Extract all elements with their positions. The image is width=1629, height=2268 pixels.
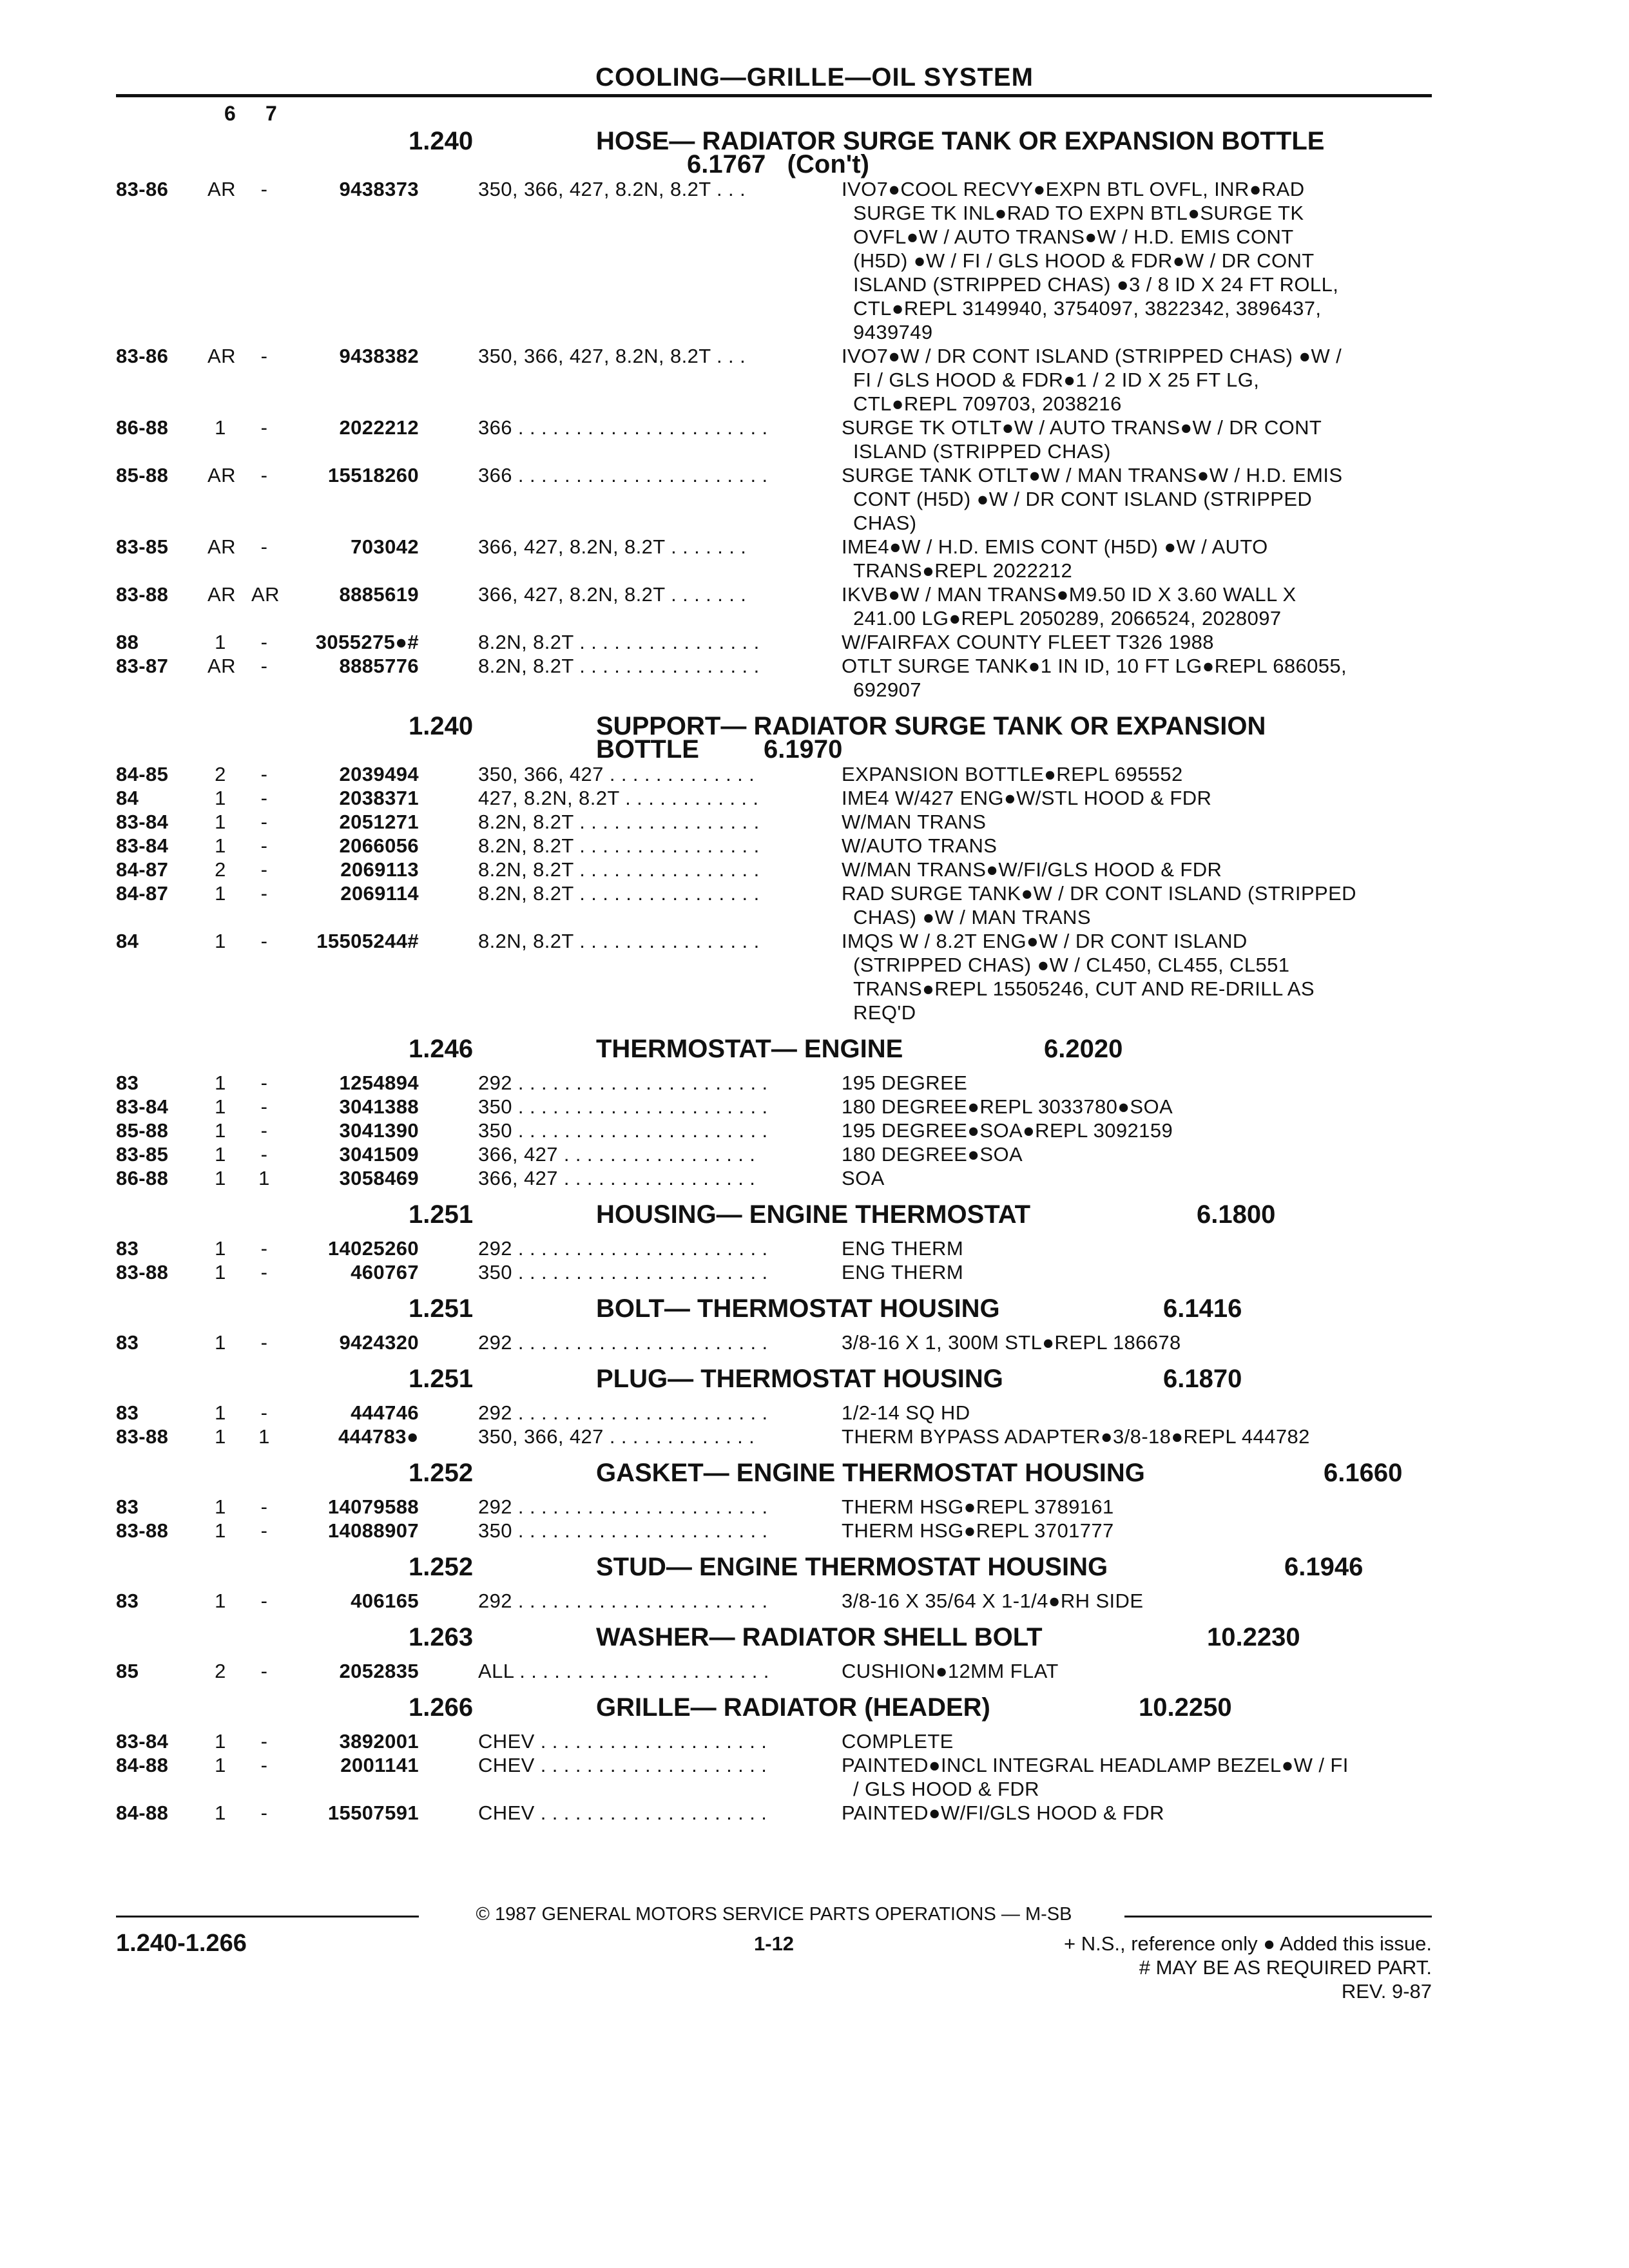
section-number: 1.266 [409,1693,474,1722]
section-number: 1.251 [409,1294,474,1323]
qty-col-6: 1 [215,1590,226,1612]
application: 292 . . . . . . . . . . . . . . . . . . . . . . [478,1237,768,1260]
qty-col-6: 1 [215,811,226,833]
model-year: 84-88 [116,1802,169,1824]
table-row [0,810,1629,834]
section-code: 6.1416 [1163,1294,1242,1323]
description: IME4 W/427 ENG●W/STL HOOD & FDR [842,787,1212,809]
table-row [0,1260,1629,1284]
model-year: 83-84 [116,834,169,857]
section-title: PLUG— THERMOSTAT HOUSING [596,1365,1003,1393]
section-range: 1.240-1.266 [116,1930,247,1957]
table-row [0,416,1629,463]
section-number: 1.251 [409,1365,474,1393]
table-row [0,463,1629,535]
model-year: 83-84 [116,1730,169,1753]
description: ENG THERM [842,1237,964,1260]
part-number: 2069114 [340,882,419,905]
part-number: 2038371 [339,787,419,809]
description: CUSHION●12MM FLAT [842,1660,1059,1682]
qty-col-6: 1 [215,416,226,439]
description: W/FAIRFAX COUNTY FLEET T326 1988 [842,631,1214,653]
table-row [0,1659,1629,1683]
parts-listing [0,126,1629,1834]
description: W/MAN TRANS [842,811,987,833]
model-year: 83-85 [116,535,169,558]
description: PAINTED●W/FI/GLS HOOD & FDR [842,1802,1164,1824]
section-number: 1.252 [409,1459,474,1487]
section-code: 6.1946 [1284,1553,1364,1581]
qty-col-6: 1 [215,1495,226,1518]
model-year: 83-88 [116,1425,169,1448]
model-year: 88 [116,631,139,653]
qty-col-6: 1 [215,1119,226,1142]
model-year: 84 [116,930,139,952]
part-number: 2051271 [339,811,419,833]
table-row [0,344,1629,416]
part-number: 703042 [351,535,419,558]
qty-col-7: AR [251,583,280,606]
section-title: STUD— ENGINE THERMOSTAT HOUSING [596,1553,1108,1581]
qty-col-7: - [260,1730,268,1753]
part-number: 14088907 [327,1519,419,1542]
qty-col-6: 2 [215,1660,226,1682]
qty-col-6: 2 [215,763,226,785]
part-number: 2039494 [339,763,419,785]
qty-col-7: - [260,1519,268,1542]
application: 350, 366, 427 . . . . . . . . . . . . . [478,763,755,785]
part-number: 9438382 [339,345,419,367]
part-number: 406165 [351,1590,419,1612]
qty-col-6: 1 [215,882,226,905]
qty-col-7: - [260,631,268,653]
qty-col-6: 1 [215,1331,226,1354]
description: 1/2-14 SQ HD [842,1401,970,1424]
part-number: 14079588 [327,1495,419,1518]
table-row [0,834,1629,858]
part-number: 2066056 [339,834,419,857]
qty-col-7: - [260,1401,268,1424]
qty-col-7: - [260,763,268,785]
qty-col-6: 1 [215,787,226,809]
model-year: 83-84 [116,1095,169,1118]
table-row [0,1519,1629,1542]
part-number: 3058469 [339,1167,419,1189]
qty-col-7: - [260,416,268,439]
description: W/AUTO TRANS [842,834,998,857]
description: 3/8-16 X 35/64 X 1-1/4●RH SIDE [842,1590,1144,1612]
table-row [0,1495,1629,1519]
column-header-6: 6 [224,102,236,125]
description: OTLT SURGE TANK●1 IN ID, 10 FT LG●REPL 686055, 692907 [842,655,1347,701]
section-number: 1.251 [409,1200,474,1229]
qty-col-6: AR [207,535,236,558]
description: THERM HSG●REPL 3789161 [842,1495,1114,1518]
model-year: 83 [116,1237,139,1260]
qty-col-6: 1 [215,1401,226,1424]
description: IVO7●COOL RECVY●EXPN BTL OVFL, INR●RAD SURGE TK INL●RAD TO EXPN BTL●SURGE TK OVFL●W / AUTO TRANS●W / H.D. EMIS CONT (H5D) ●W / FI / GLS HOOD & FDR●W / DR CONT ISLAND (STRIPPED CHAS) ●3 / 8 ID X 24 FT ROLL, CTL●REPL 3149940, 3754097, 3822342, 3896437, 9439749 [842,178,1339,343]
qty-col-6: AR [207,464,236,486]
section-title-continued: BOTTLE 6.1970 [596,735,843,764]
table-row [0,1095,1629,1119]
description: RAD SURGE TANK●W / DR CONT ISLAND (STRIPPED CHAS) ●W / MAN TRANS [842,882,1356,928]
table-row [0,1589,1629,1613]
description: SOA [842,1167,885,1189]
model-year: 83-88 [116,1261,169,1283]
application: ALL . . . . . . . . . . . . . . . . . . . . . . [478,1660,769,1682]
model-year: 83 [116,1590,139,1612]
qty-col-7: - [260,464,268,486]
qty-col-6: 1 [215,1519,226,1542]
qty-col-7: - [260,1495,268,1518]
description: COMPLETE [842,1730,954,1753]
table-row [0,582,1629,630]
part-number: 3041388 [339,1095,419,1118]
qty-col-7: - [260,1590,268,1612]
qty-col-7: - [260,655,268,677]
section-title: HOSE— RADIATOR SURGE TANK OR EXPANSION BOTTLE [596,127,1325,155]
description: 180 DEGREE●SOA [842,1143,1023,1166]
model-year: 83 [116,1331,139,1354]
application: 350, 366, 427 . . . . . . . . . . . . . [478,1425,755,1448]
section-title: BOLT— THERMOSTAT HOUSING [596,1294,1000,1323]
description: IKVB●W / MAN TRANS●M9.50 ID X 3.60 WALL X 241.00 LG●REPL 2050289, 2066524, 2028097 [842,583,1296,629]
part-number: 14025260 [327,1237,419,1260]
model-year: 85-88 [116,1119,169,1142]
table-row [0,786,1629,810]
application: 350 . . . . . . . . . . . . . . . . . . . . . . [478,1119,768,1142]
qty-col-6: 1 [215,631,226,653]
qty-col-6: 1 [215,1143,226,1166]
part-number: 3055275●# [315,631,419,653]
qty-col-7: - [260,858,268,881]
section-code: 6.1870 [1163,1365,1242,1393]
model-year: 83-88 [116,1519,169,1542]
table-row [0,1119,1629,1142]
model-year: 83-87 [116,655,169,677]
model-year: 86-88 [116,1167,169,1189]
application: 350 . . . . . . . . . . . . . . . . . . . . . . [478,1095,768,1118]
table-row [0,1801,1629,1825]
section-code: 6.1660 [1324,1459,1403,1487]
application: CHEV . . . . . . . . . . . . . . . . . . . . [478,1802,767,1824]
application: 8.2N, 8.2T . . . . . . . . . . . . . . . . [478,858,760,881]
qty-col-6: AR [207,345,236,367]
section-number: 1.240 [409,712,474,740]
qty-col-6: 1 [215,1754,226,1776]
application: 292 . . . . . . . . . . . . . . . . . . . . . . [478,1495,768,1518]
section-title: SUPPORT— RADIATOR SURGE TANK OR EXPANSION [596,712,1266,740]
table-row [0,654,1629,702]
qty-col-7: 1 [258,1167,270,1189]
qty-col-7: - [260,1237,268,1260]
description: EXPANSION BOTTLE●REPL 695552 [842,763,1183,785]
model-year: 83 [116,1401,139,1424]
table-row [0,1729,1629,1753]
application: 366, 427 . . . . . . . . . . . . . . . . . [478,1167,756,1189]
section-number: 1.252 [409,1553,474,1581]
table-row [0,630,1629,654]
section-heading [0,126,1629,177]
qty-col-6: AR [207,178,236,200]
description: 195 DEGREE [842,1072,968,1094]
application: 292 . . . . . . . . . . . . . . . . . . . . . . [478,1401,768,1424]
qty-col-6: 1 [215,1167,226,1189]
application: 292 . . . . . . . . . . . . . . . . . . . . . . [478,1331,768,1354]
part-number: 2069113 [340,858,419,881]
section-number: 1.240 [409,127,474,155]
application: 8.2N, 8.2T . . . . . . . . . . . . . . . . [478,655,760,677]
application: 8.2N, 8.2T . . . . . . . . . . . . . . . . [478,631,760,653]
description: 195 DEGREE●SOA●REPL 3092159 [842,1119,1173,1142]
part-number: 2001141 [340,1754,419,1776]
description: PAINTED●INCL INTEGRAL HEADLAMP BEZEL●W / FI / GLS HOOD & FDR [842,1754,1349,1800]
qty-col-6: 1 [215,1072,226,1094]
application: 8.2N, 8.2T . . . . . . . . . . . . . . . . [478,811,760,833]
model-year: 86-88 [116,416,169,439]
page-title: COOLING—GRILLE—OIL SYSTEM [595,63,1034,91]
page-number: 1-12 [754,1932,795,1955]
qty-col-7: - [260,1261,268,1283]
description: SURGE TANK OTLT●W / MAN TRANS●W / H.D. EMIS CONT (H5D) ●W / DR CONT ISLAND (STRIPPED CHAS) [842,464,1343,534]
qty-col-7: - [260,811,268,833]
model-year: 84-85 [116,763,169,785]
section-heading [0,711,1629,762]
application: 350 . . . . . . . . . . . . . . . . . . . . . . [478,1261,768,1283]
application: 366 . . . . . . . . . . . . . . . . . . . . . . [478,464,768,486]
description: IVO7●W / DR CONT ISLAND (STRIPPED CHAS) ●W / FI / GLS HOOD & FDR●1 / 2 ID X 25 FT LG, CTL●REPL 709703, 2038216 [842,345,1342,415]
model-year: 85 [116,1660,139,1682]
qty-col-7: - [260,882,268,905]
table-row [0,1753,1629,1801]
qty-col-7: - [260,1802,268,1824]
application: 366, 427, 8.2N, 8.2T . . . . . . . [478,583,747,606]
description: SURGE TK OTLT●W / AUTO TRANS●W / DR CONT ISLAND (STRIPPED CHAS) [842,416,1322,463]
section-title: HOUSING— ENGINE THERMOSTAT [596,1200,1031,1229]
qty-col-7: - [260,834,268,857]
part-number: 15505244# [316,930,419,952]
legend-ns-added: + N.S., reference only ● Added this issue. [1063,1932,1432,1955]
part-number: 3041509 [339,1143,419,1166]
application: 366, 427, 8.2N, 8.2T . . . . . . . [478,535,747,558]
part-number: 8885776 [339,655,419,677]
qty-col-7: - [260,930,268,952]
section-heading [0,1363,1629,1401]
application: 292 . . . . . . . . . . . . . . . . . . . . . . [478,1590,768,1612]
application: 8.2N, 8.2T . . . . . . . . . . . . . . . . [478,882,760,905]
qty-col-7: - [260,1754,268,1776]
qty-col-6: 1 [215,1425,226,1448]
qty-col-7: - [260,1095,268,1118]
column-header-7: 7 [265,102,277,125]
application: 350 . . . . . . . . . . . . . . . . . . . . . . [478,1519,768,1542]
model-year: 83-84 [116,811,169,833]
section-heading [0,1033,1629,1071]
model-year: 84-87 [116,882,169,905]
model-year: 83-86 [116,178,169,200]
description: IME4●W / H.D. EMIS CONT (H5D) ●W / AUTO TRANS●REPL 2022212 [842,535,1268,582]
section-code: 10.2250 [1139,1693,1232,1722]
qty-col-6: AR [207,583,236,606]
application: 8.2N, 8.2T . . . . . . . . . . . . . . . . [478,834,760,857]
qty-col-6: AR [207,655,236,677]
section-heading [0,1622,1629,1659]
part-number: 460767 [351,1261,419,1283]
table-row [0,1425,1629,1448]
revision-date: REV. 9-87 [1341,1980,1432,2003]
section-title: THERMOSTAT— ENGINE [596,1035,903,1063]
part-number: 15518260 [327,464,419,486]
table-row [0,1142,1629,1166]
section-code: 6.1767 (Con't) [687,150,869,178]
part-number: 2022212 [339,416,419,439]
qty-col-6: 1 [215,1237,226,1260]
qty-col-7: - [260,1119,268,1142]
copyright-notice: © 1987 GENERAL MOTORS SERVICE PARTS OPERATIONS — M-SB [476,1904,1072,1925]
section-code: 10.2230 [1207,1623,1300,1651]
part-number: 3892001 [339,1730,419,1753]
section-code: 6.1800 [1197,1200,1276,1229]
description: 3/8-16 X 1, 300M STL●REPL 186678 [842,1331,1181,1354]
table-row [0,1331,1629,1354]
application: 350, 366, 427, 8.2N, 8.2T . . . [478,178,746,200]
application: 350, 366, 427, 8.2N, 8.2T . . . [478,345,746,367]
application: 366, 427 . . . . . . . . . . . . . . . . . [478,1143,756,1166]
section-heading [0,1199,1629,1236]
qty-col-7: - [260,1143,268,1166]
qty-col-7: - [260,345,268,367]
qty-col-6: 1 [215,1095,226,1118]
section-heading [0,1457,1629,1495]
application: 292 . . . . . . . . . . . . . . . . . . . . . . [478,1072,768,1094]
model-year: 83-88 [116,583,169,606]
section-title: WASHER— RADIATOR SHELL BOLT [596,1623,1043,1651]
qty-col-7: - [260,787,268,809]
table-row [0,1236,1629,1260]
section-title: GRILLE— RADIATOR (HEADER) [596,1693,990,1722]
part-number: 444783● [338,1425,419,1448]
qty-col-7: - [260,1072,268,1094]
section-heading [0,1552,1629,1589]
qty-col-7: - [260,178,268,200]
model-year: 83 [116,1495,139,1518]
model-year: 83-86 [116,345,169,367]
part-number: 1254894 [339,1072,419,1094]
section-number: 1.246 [409,1035,474,1063]
table-row [0,762,1629,786]
legend-as-required: # MAY BE AS REQUIRED PART. [1139,1956,1432,1979]
table-row [0,858,1629,881]
qty-col-7: - [260,1660,268,1682]
application: 427, 8.2N, 8.2T . . . . . . . . . . . . [478,787,759,809]
qty-col-6: 1 [215,1730,226,1753]
table-row [0,929,1629,1024]
table-row [0,881,1629,929]
application: 366 . . . . . . . . . . . . . . . . . . . . . . [478,416,768,439]
qty-col-7: - [260,535,268,558]
description: ENG THERM [842,1261,964,1283]
section-number: 1.263 [409,1623,474,1651]
part-number: 3041390 [339,1119,419,1142]
part-number: 444746 [351,1401,419,1424]
qty-col-6: 2 [215,858,226,881]
part-number: 15507591 [327,1802,419,1824]
table-row [0,177,1629,344]
qty-col-6: 1 [215,834,226,857]
description: 180 DEGREE●REPL 3033780●SOA [842,1095,1173,1118]
part-number: 9438373 [339,178,419,200]
qty-col-6: 1 [215,1261,226,1283]
table-row [0,1071,1629,1095]
description: W/MAN TRANS●W/FI/GLS HOOD & FDR [842,858,1222,881]
application: CHEV . . . . . . . . . . . . . . . . . . . . [478,1730,767,1753]
section-heading [0,1293,1629,1331]
qty-col-6: 1 [215,1802,226,1824]
part-number: 9424320 [339,1331,419,1354]
section-code: 6.2020 [1044,1035,1123,1063]
description: IMQS W / 8.2T ENG●W / DR CONT ISLAND (STRIPPED CHAS) ●W / CL450, CL455, CL551 TRANS●REPL 15505246, CUT AND RE-DRILL AS REQ'D [842,930,1315,1024]
model-year: 84 [116,787,139,809]
model-year: 84-88 [116,1754,169,1776]
part-number: 8885619 [339,583,419,606]
section-title: GASKET— ENGINE THERMOSTAT HOUSING [596,1459,1145,1487]
model-year: 84-87 [116,858,169,881]
description: THERM HSG●REPL 3701777 [842,1519,1114,1542]
top-rule [116,94,1432,97]
table-row [0,1166,1629,1190]
model-year: 83-85 [116,1143,169,1166]
qty-col-6: 1 [215,930,226,952]
description: THERM BYPASS ADAPTER●3/8-18●REPL 444782 [842,1425,1310,1448]
table-row [0,1401,1629,1425]
qty-col-7: 1 [258,1425,270,1448]
table-row [0,535,1629,582]
model-year: 83 [116,1072,139,1094]
footer-rule-right [1124,1916,1432,1917]
model-year: 85-88 [116,464,169,486]
qty-col-7: - [260,1331,268,1354]
application: CHEV . . . . . . . . . . . . . . . . . . . . [478,1754,767,1776]
part-number: 2052835 [339,1660,419,1682]
section-heading [0,1692,1629,1729]
application: 8.2N, 8.2T . . . . . . . . . . . . . . . . [478,930,760,952]
